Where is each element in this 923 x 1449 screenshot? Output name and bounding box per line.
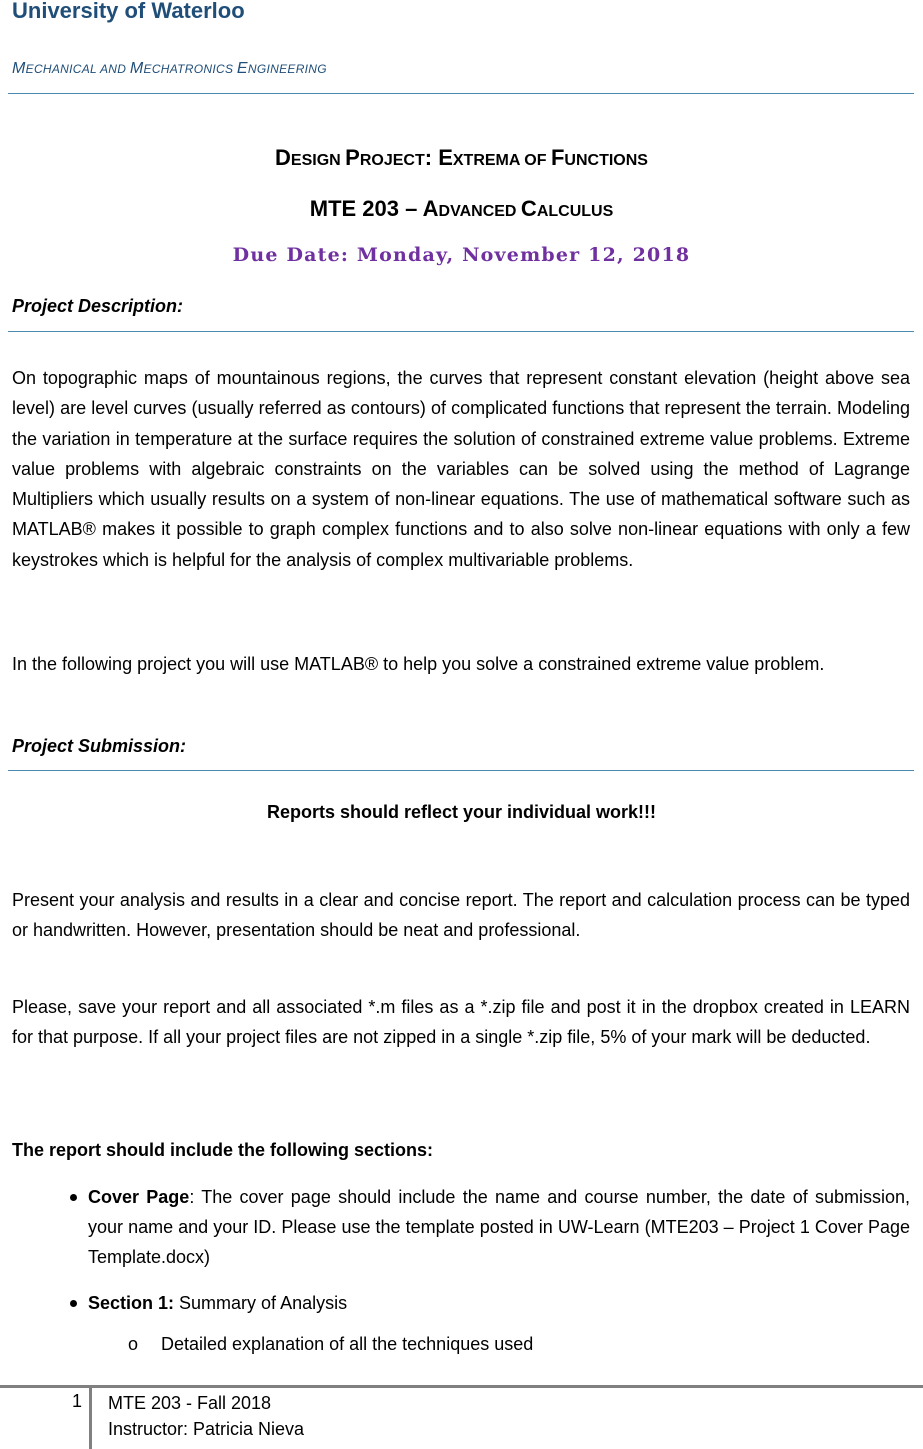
- page-number: 1: [71, 1391, 82, 1411]
- description-paragraph: On topographic maps of mountainous regions, the curves that represent constant elevation (height above sea level) are level curves (usually referred as contours) of complicated functions that represent the terrain. Modeling the variation in temperature at the surface requires the solution of constrained extreme value problems. Extreme value problems with algebraic constraints on the variables can be solved using the method of Lagrange Multipliers which usually results on a system of non-linear equations. The use of mathematical software such as MATLAB® makes it possible to graph complex functions and to also solve non-linear equations with only a few keystrokes which is helpful for the analysis of complex multivariable problems.: [12, 368, 910, 570]
- sub-bullet-text: Detailed explanation of all the techniques used: [161, 1334, 534, 1354]
- individual-work-notice: Reports should reflect your individual work!!!: [266, 802, 657, 822]
- department-name: MECHANICAL AND MECHATRONICS ENGINEERING: [12, 60, 327, 77]
- footer-course: MTE 203 - Fall 2018: [108, 1393, 272, 1413]
- bullet-label: Section 1:: [88, 1293, 175, 1313]
- bullet-text: Summary of Analysis: [174, 1293, 348, 1313]
- bullet-icon: [70, 1300, 77, 1307]
- course-title: MTE 203 – ADVANCED CALCULUS: [309, 196, 614, 221]
- report-paragraph: Present your analysis and results in a clear and concise report. The report and calculation process can be typed or handwritten. However, presentation should be neat and professional.: [12, 890, 910, 941]
- zip-instructions-paragraph: Please, save your report and all associated *.m files as a *.zip file and post it in the dropbox created in LEARN for that purpose. If all your project files are not zipped in a single *.zip file, 5% of your mark will be deducted.: [12, 997, 910, 1048]
- bullet-text: : The cover page should include the name and course number, the date of submission, your name and your ID. Please use the template posted in UW-Learn (MTE203 – Project 1 Cover Page Template.docx): [88, 1187, 910, 1267]
- due-date: Due Date: Monday, November 12, 2018: [232, 244, 691, 266]
- footer-info: [108, 1390, 304, 1442]
- list-item-cover-page: [88, 1182, 910, 1272]
- description-heading: Project Description:: [12, 296, 184, 316]
- project-title: DESIGN PROJECT: EXTREMA OF FUNCTIONS: [275, 145, 648, 170]
- university-name: University of Waterloo: [12, 0, 245, 23]
- sub-list-item: [128, 1329, 533, 1359]
- bullet-label: Cover Page: [88, 1187, 190, 1207]
- description-paragraph-matlab: In the following project you will use MATLAB® to help you solve a constrained extreme value problem.: [12, 654, 825, 674]
- footer-vertical-divider: [89, 1388, 92, 1449]
- list-item-section-1: [88, 1288, 910, 1318]
- sub-bullet-icon: o: [128, 1334, 139, 1354]
- submission-heading: Project Submission:: [12, 736, 187, 756]
- bullet-icon: [70, 1194, 77, 1201]
- footer-instructor: Instructor: Patricia Nieva: [108, 1419, 305, 1439]
- footer-divider: [0, 1385, 923, 1388]
- submission-divider: [8, 770, 914, 771]
- description-divider: [8, 331, 914, 332]
- sections-heading: The report should include the following sections:: [12, 1140, 434, 1160]
- header-divider: [8, 93, 914, 94]
